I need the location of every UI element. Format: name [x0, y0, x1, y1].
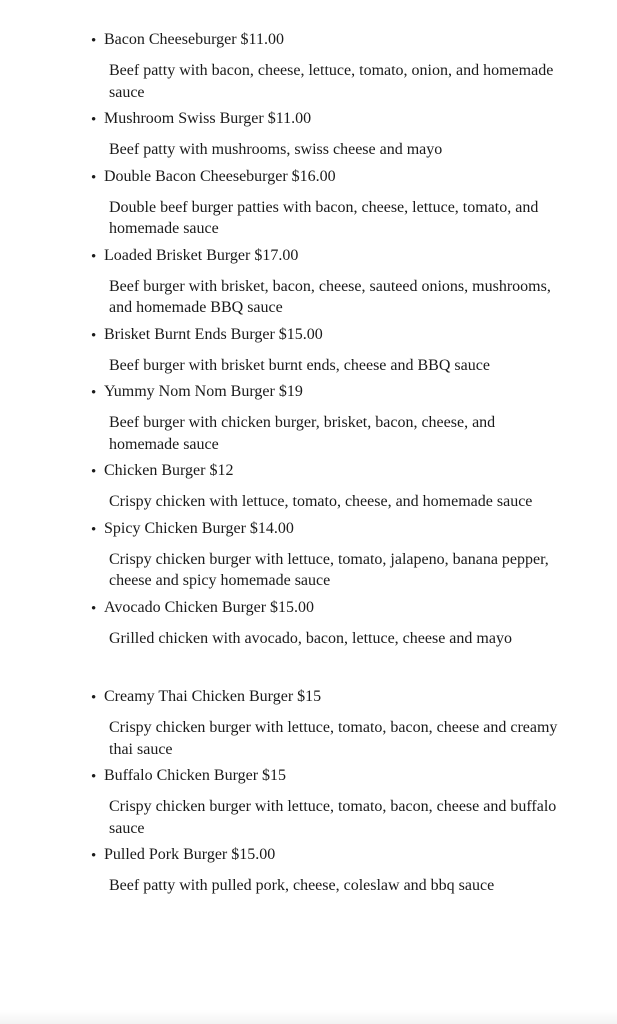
bullet-icon: •	[91, 848, 97, 864]
bullet-icon: •	[91, 769, 97, 785]
menu-item-yummy-nom-nom-burger	[91, 380, 591, 455]
menu-item-title: Buffalo Chicken Burger $15	[104, 767, 287, 784]
menu-item-double-bacon-cheeseburger	[91, 165, 591, 240]
menu-item-description: Beef burger with brisket burnt ends, cheese and BBQ sauce	[109, 356, 490, 374]
bullet-icon: •	[91, 521, 97, 538]
menu-item-title: Yummy Nom Nom Burger $19	[104, 383, 303, 400]
menu-item-description: Crispy chicken burger with lettuce, tomato, bacon, cheese and buffalo sauce	[109, 798, 557, 837]
menu-item-description: Beef burger with chicken burger, brisket, bacon, cheese, and homemade sauce	[109, 414, 496, 453]
menu-item-brisket-burnt-ends-burger	[91, 323, 591, 377]
menu-item-title: Loaded Brisket Burger $17.00	[104, 246, 299, 264]
bullet-icon: •	[91, 112, 97, 128]
bullet-icon: •	[91, 385, 97, 401]
menu-item-description: Beef patty with bacon, cheese, lettuce, tomato, onion, and homemade sauce	[109, 62, 554, 101]
menu-item-description: Beef patty with pulled pork, cheese, coleslaw and bbq sauce	[109, 877, 495, 894]
menu-item-description: Grilled chicken with avocado, bacon, lettuce, cheese and mayo	[109, 629, 512, 647]
menu-item-title: Double Bacon Cheeseburger $16.00	[104, 167, 336, 185]
menu-item-buffalo-chicken-burger	[91, 764, 591, 839]
menu-item-bacon-cheeseburger	[91, 28, 591, 103]
menu-item-creamy-thai-chicken-burger	[91, 685, 591, 760]
menu-item-description: Beef patty with mushrooms, swiss cheese and mayo	[109, 141, 443, 158]
menu-item-title: Bacon Cheeseburger $11.00	[104, 31, 284, 48]
bullet-icon: •	[91, 690, 97, 706]
bullet-icon: •	[91, 33, 97, 49]
menu-item-description: Double beef burger patties with bacon, cheese, lettuce, tomato, and homemade sauce	[109, 198, 539, 237]
menu-item-title: Chicken Burger $12	[104, 462, 234, 479]
menu-item-avocado-chicken-burger	[91, 596, 591, 650]
bullet-icon: •	[91, 464, 97, 480]
menu-item-chicken-burger	[91, 459, 591, 513]
menu-item-title: Avocado Chicken Burger $15.00	[104, 598, 315, 616]
menu-item-pulled-pork-burger	[91, 843, 591, 897]
burger-menu-list	[91, 28, 591, 901]
menu-item-description: Crispy chicken burger with lettuce, tomato, bacon, cheese and creamy thai sauce	[109, 719, 558, 758]
menu-item-mushroom-swiss-burger	[91, 107, 591, 161]
menu-item-title: Pulled Pork Burger $15.00	[104, 846, 276, 863]
bullet-icon: •	[91, 248, 97, 265]
bullet-icon: •	[91, 600, 97, 617]
menu-item-title: Creamy Thai Chicken Burger $15	[104, 688, 322, 705]
menu-item-loaded-brisket-burger	[91, 244, 591, 319]
bullet-icon: •	[91, 327, 97, 344]
bottom-fade	[0, 1010, 617, 1024]
menu-item-title: Spicy Chicken Burger $14.00	[104, 519, 294, 537]
menu-item-spicy-chicken-burger	[91, 517, 591, 592]
menu-item-description: Crispy chicken with lettuce, tomato, cheese, and homemade sauce	[109, 493, 533, 510]
menu-item-title: Brisket Burnt Ends Burger $15.00	[104, 325, 323, 343]
menu-item-title: Mushroom Swiss Burger $11.00	[104, 110, 312, 127]
bullet-icon: •	[91, 169, 97, 186]
menu-item-description: Beef burger with brisket, bacon, cheese, sauteed onions, mushrooms, and homemade BBQ sauce	[109, 277, 551, 316]
menu-item-description: Crispy chicken burger with lettuce, tomato, jalapeno, banana pepper, cheese and spicy homemade sauce	[109, 550, 549, 589]
